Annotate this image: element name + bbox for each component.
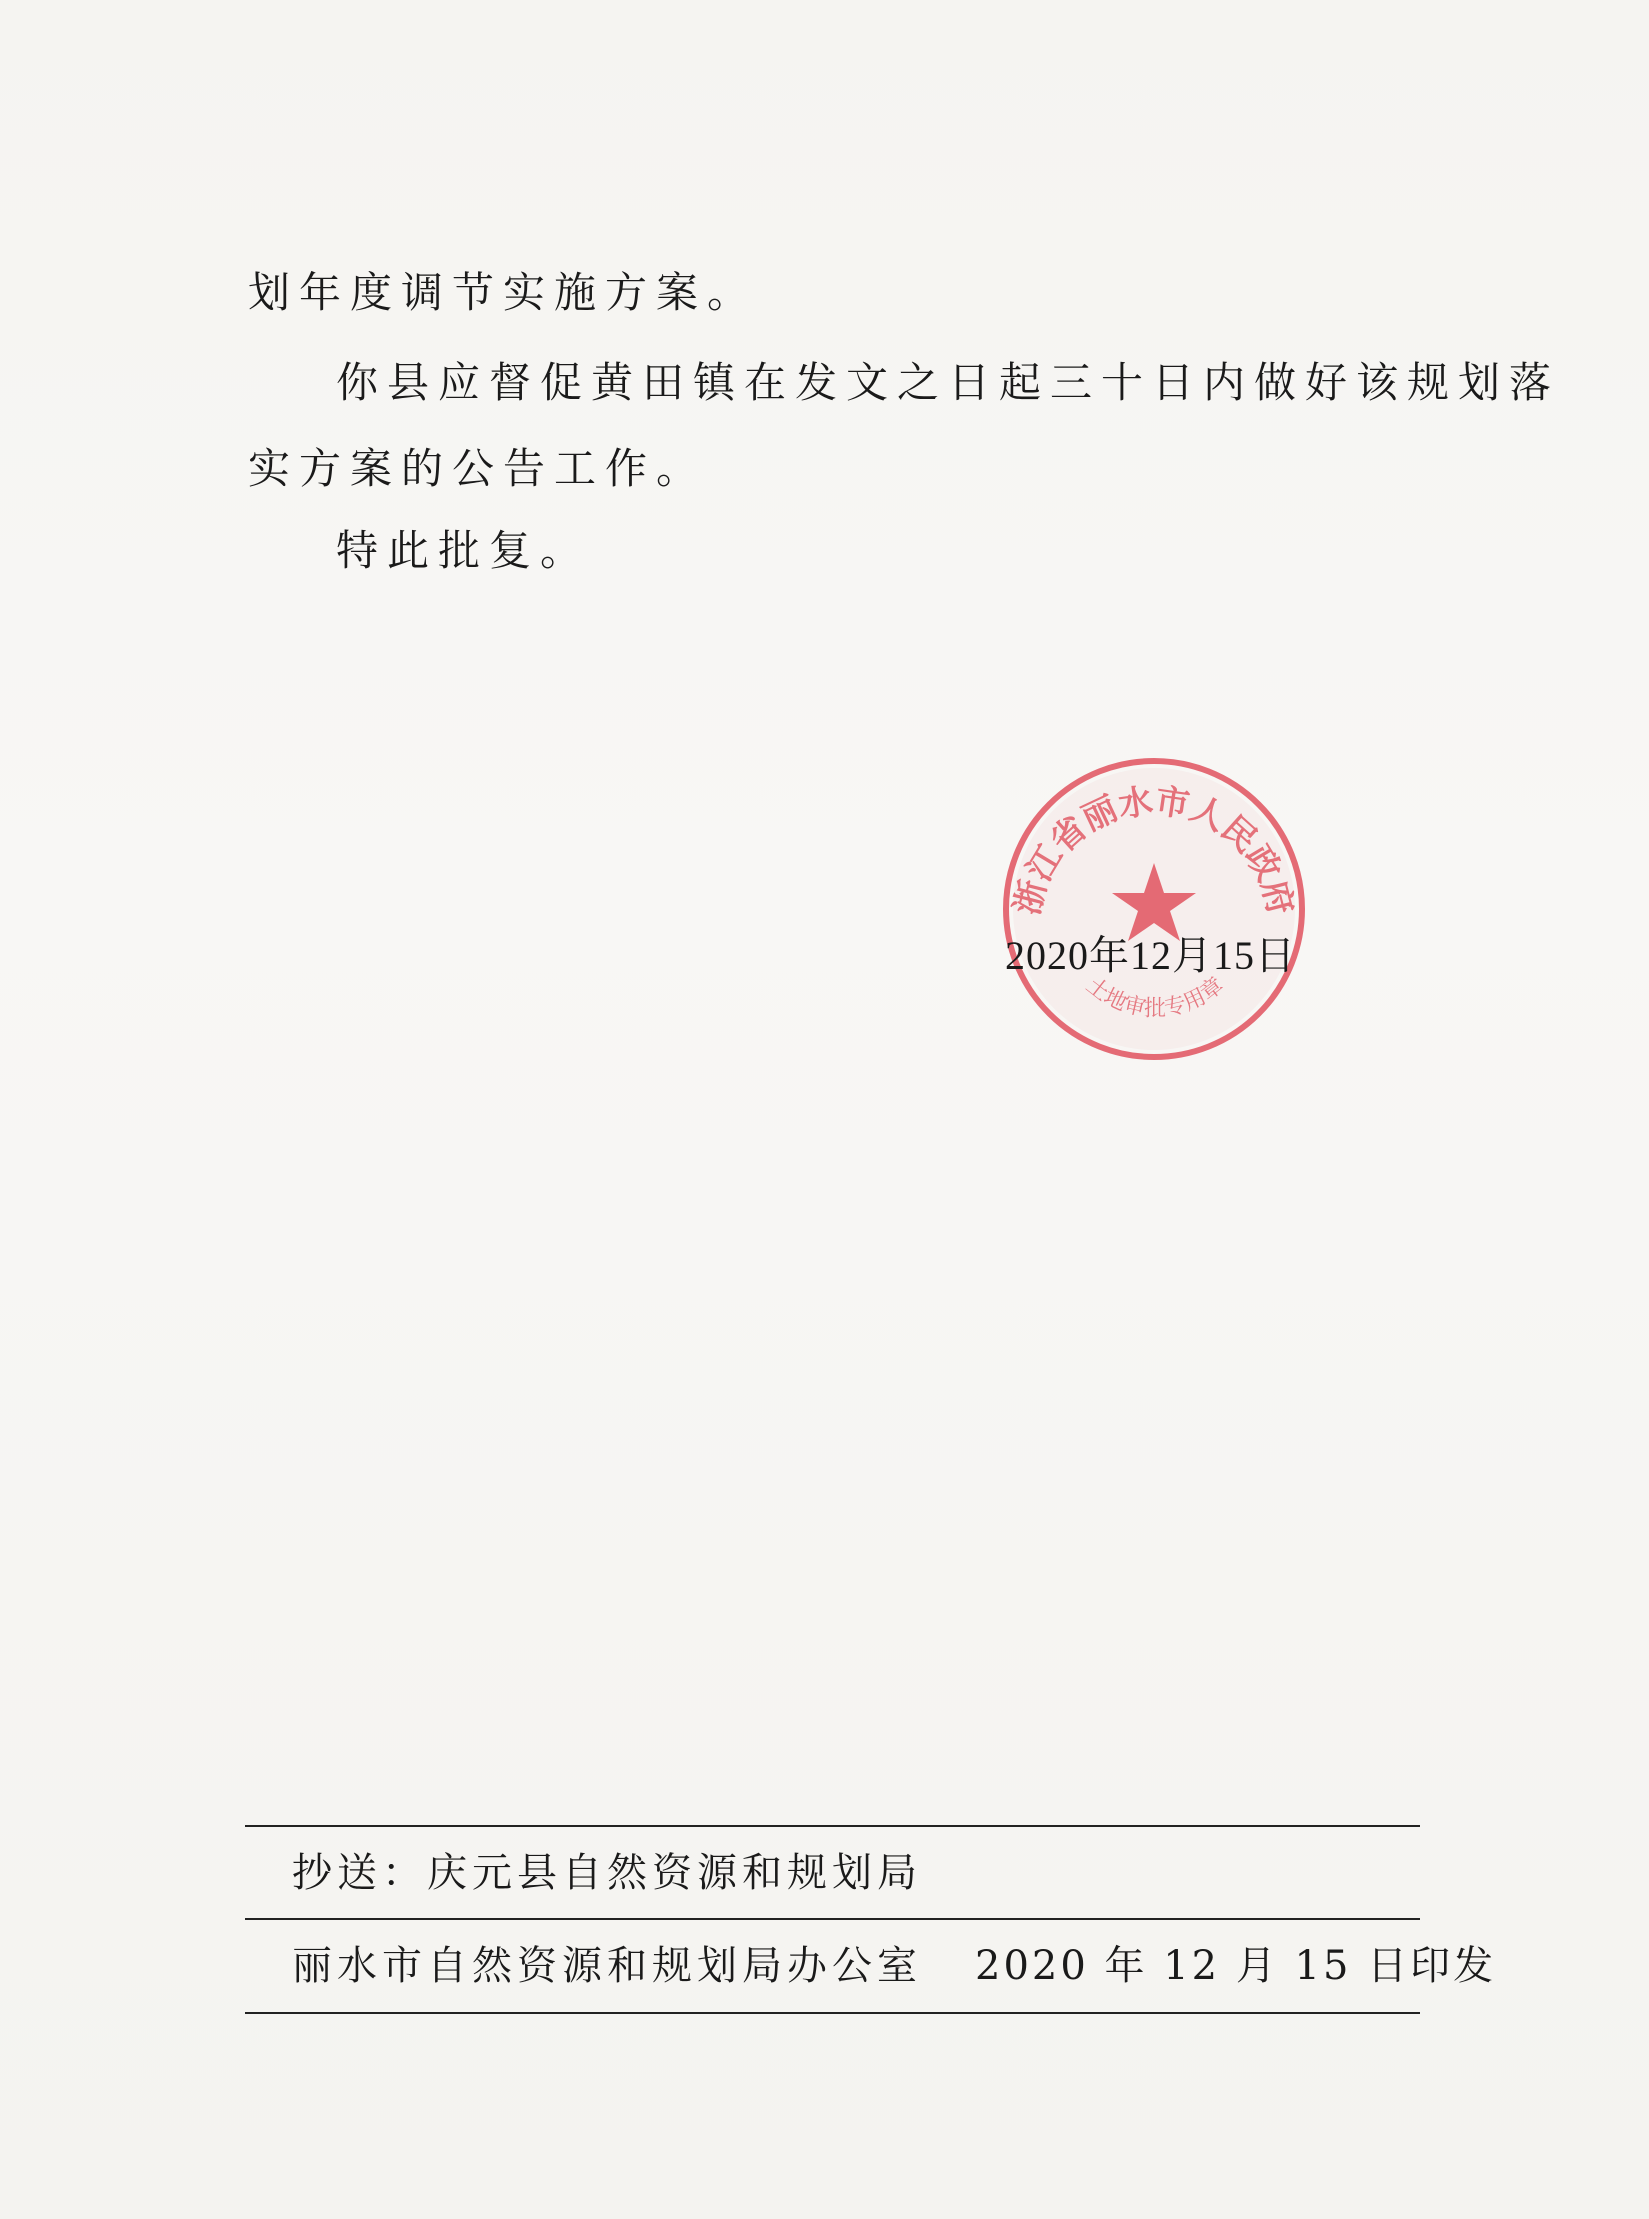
issue-date: 2020 年 12 月 15 日印发 [975,1943,1497,1989]
seal-text-inner: 土地审批专用章 [1081,972,1229,1022]
closing-phrase: 特此批复。 [336,526,592,575]
signature-date: 2020年12月15日 [1005,933,1296,978]
body-text-line: 划年度调节实施方案。 [248,268,759,317]
issuing-office: 丽水市自然资源和规划局办公室 [292,1943,922,1989]
divider [245,2012,1420,2014]
divider [245,1825,1420,1827]
official-seal-stamp [998,753,1310,1065]
seal-text-outer: 浙江省丽水市人民政府 [1007,781,1301,919]
divider [245,1918,1420,1920]
body-text-line: 你县应督促黄田镇在发文之日起三十日内做好该规划落 [336,358,1561,407]
body-text-line: 实方案的公告工作。 [248,444,708,493]
cc-line: 抄送：庆元县自然资源和规划局 [292,1850,922,1896]
